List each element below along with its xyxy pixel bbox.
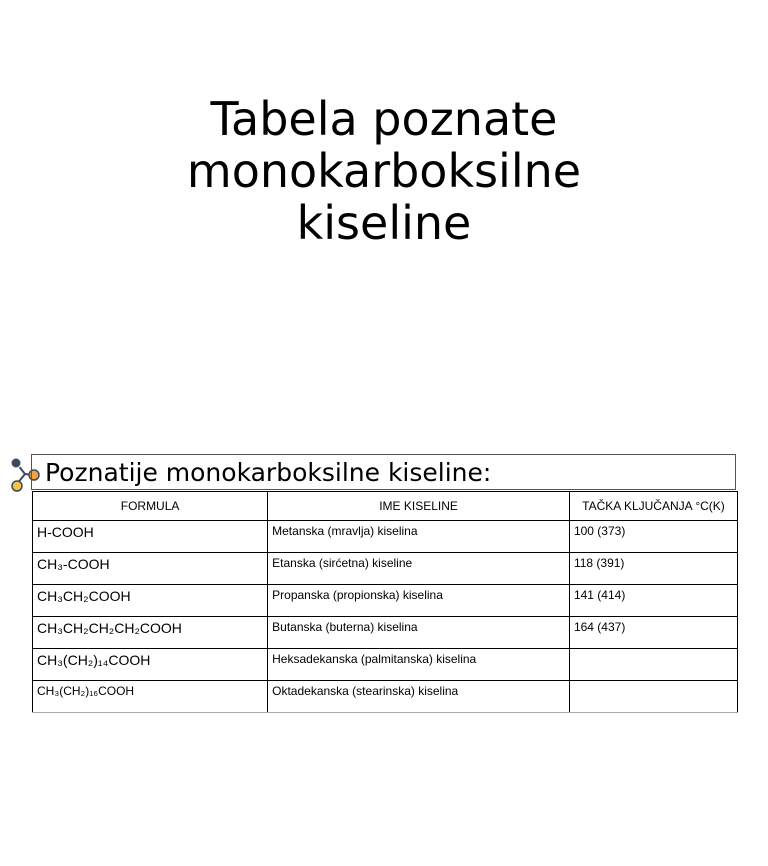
boiling-point-cell [569,649,737,681]
name-cell: Butanska (buterna) kiselina [268,617,570,649]
acids-table [32,491,738,713]
name-cell: Metanska (mravlja) kiselina [268,521,570,553]
name-cell: Oktadekanska (stearinska) kiselina [268,681,570,713]
boiling-point-cell: 164 (437) [569,617,737,649]
boiling-point-cell [569,681,737,713]
table-row [33,649,738,681]
table-row [33,681,738,713]
subtitle-text-box[interactable] [31,454,736,490]
formula-cell: H-COOH [33,521,268,553]
table-row [33,553,738,585]
table-row [33,585,738,617]
header-formula: FORMULA [33,492,268,521]
name-cell: Heksadekanska (palmitanska) kiselina [268,649,570,681]
table-row [33,521,738,553]
table-row [33,617,738,649]
formula-cell: CH₃CH₂COOH [33,585,268,617]
boiling-point-cell: 100 (373) [569,521,737,553]
title-line-3: kiseline [296,195,472,250]
title-line-2: monokarboksilne [186,143,582,198]
boiling-point-cell: 141 (414) [569,585,737,617]
title-line-1: Tabela poznate [210,91,558,146]
formula-cell: CH₃(CH₂)₁₆COOH [33,681,268,713]
header-boiling-point: TAČKA KLJUČANJA °C(K) [569,492,737,521]
slide-title [0,93,768,249]
name-cell: Etanska (sirćetna) kiseline [268,553,570,585]
formula-cell: CH₃CH₂CH₂CH₂COOH [33,617,268,649]
header-name: IME KISELINE [268,492,570,521]
formula-cell: CH₃(CH₂)₁₄COOH [33,649,268,681]
boiling-point-cell: 118 (391) [569,553,737,585]
name-cell: Propanska (propionska) kiselina [268,585,570,617]
subtitle-text: Poznatije monokarboksilne kiseline: [45,458,492,487]
formula-cell: CH₃-COOH [33,553,268,585]
table-header-row [33,492,738,521]
